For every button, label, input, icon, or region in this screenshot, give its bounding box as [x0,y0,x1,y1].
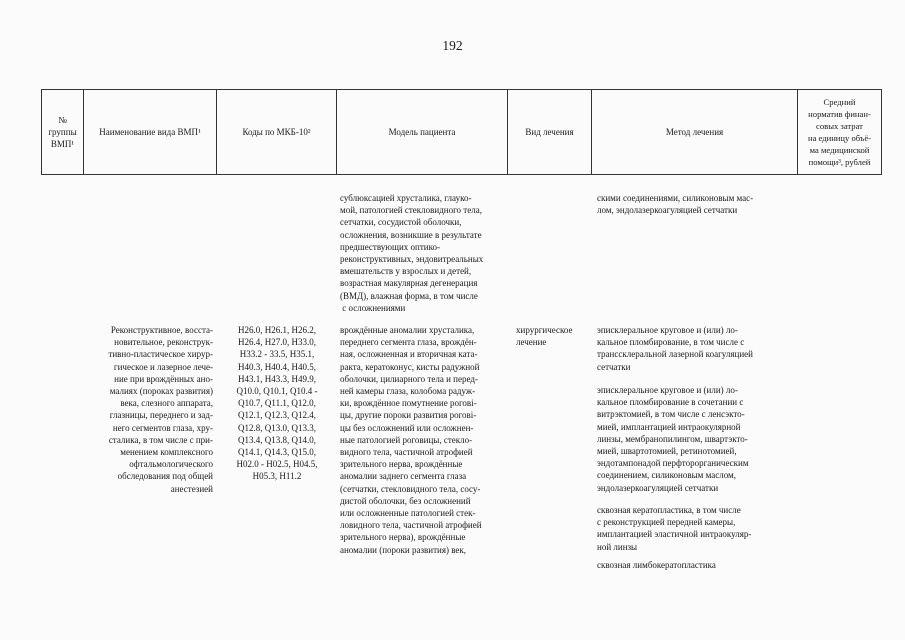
method-item: сквозная кератопластика, в том числе с реконструкцией передней камеры, имплантацией эластичной интраокуляр- ной линзы [597,505,752,552]
header-vmp-name: Наименование вида ВМП¹ [84,90,217,175]
patient-model-cell: врождённые аномалии хрусталика, переднего сегмента глаза, врождён- ная, осложненная и вторичная ката- ракта, кератоконус, кисты радужной оболочки, цилиарного тела и перед- ней камеры глаза, колобома радуж- ки, врождённое помутнение роговi- цы, другие пороки развития роговi- цы без осложнений или осложнен- ные патологией роговицы, стекло- видного тела, частичной атрофией зрительного нерва, врождённые аномалии заднего сегмента глаза (сетчатки, стекловидного тела, сосу- дистой оболочки, без осложнений или осложненные патологией стек- ловидного тела, частичной атрофией зрительного нерва), врождённые аномалии (пороки развития) век, [340,325,482,555]
header-treatment-type: Вид лечения [508,90,592,175]
header-patient-model: Модель пациента [337,90,508,175]
header-treatment-method: Метод лечения [592,90,798,175]
continued-treatment-method: скими соединениями, силиконовым мас- лом, эндолазеркоагуляцией сетчатки [597,193,754,216]
header-icd-codes: Коды по МКБ-10² [217,90,337,175]
header-financial-norm: Средний норматив финан- совых затрат на единицу объё- ма медицинской помощи³, рублей [798,90,882,175]
icd-codes-cell: H26.0, H26.1, H26.2, H26.4, H27.0, H33.0, H33.2 - 33.5, H35.1, H40.3, H40.4, H40.5, H43.1, H43.3, H49.9, Q10.0, Q10.1, Q10.4 - Q10.7, Q11.1, Q12.0, Q12.1, Q12.3, Q12.4, Q12.8, Q13.0, Q13.3, Q13.4, Q13.8, Q14.0, Q14.1, Q14.3, Q15.0, H02.0 - H02.5, H04.5, H05.3, H11.2 [236,325,318,482]
method-item: эписклеральное круговое и (или) ло- кальное пломбирование в сочетании с витрэктомией, в том числе с ленсэкто- мией, имплантацией интраокулярной линзы, мембранопилингом, швартэкто- мией, швартотомией, ретинотомией, эндотампонадой перфторорганическим соединением, силиконовым маслом, эндолазеркоагуляцией сетчатки [597,385,749,493]
method-item: эписклеральное круговое и (или) ло- кальное пломбирование, в том числе с транссклеральной лазерной коагуляцией сетчатки [597,325,753,372]
page-number: 192 [442,38,463,53]
vmp-name-cell: Реконструктивное, восста- новительное, реконструк- тивно-пластическое хирур- гическое и лазерное лече- ние при врождённых ано- малиях (пороках развития) века, слезного аппарата, глазницы, переднего и зад- него сегментов глаза, хру- сталика, в том числе с при- менением комплексного офтальмологического обследования под общей анестезией [108,325,213,494]
continued-patient-model: сублюксацией хрусталика, глауко- мой, патологией стекловидного тела, сетчатки, сосудистой оболочки, осложнения, возникшие в результате предшествующих оптико- реконструктивных, эндовитреальных вмешательств у взрослых и детей, возрастная макулярная дегенерация (ВМД), влажная форма, в том числе с осложнениями [340,193,484,313]
method-item: сквозная лимбокератопластика [597,560,716,570]
treatment-type-cell: хирургическое лечение [516,325,573,348]
table-header [41,89,882,175]
header-group-number: № группы ВМП¹ [42,90,84,175]
